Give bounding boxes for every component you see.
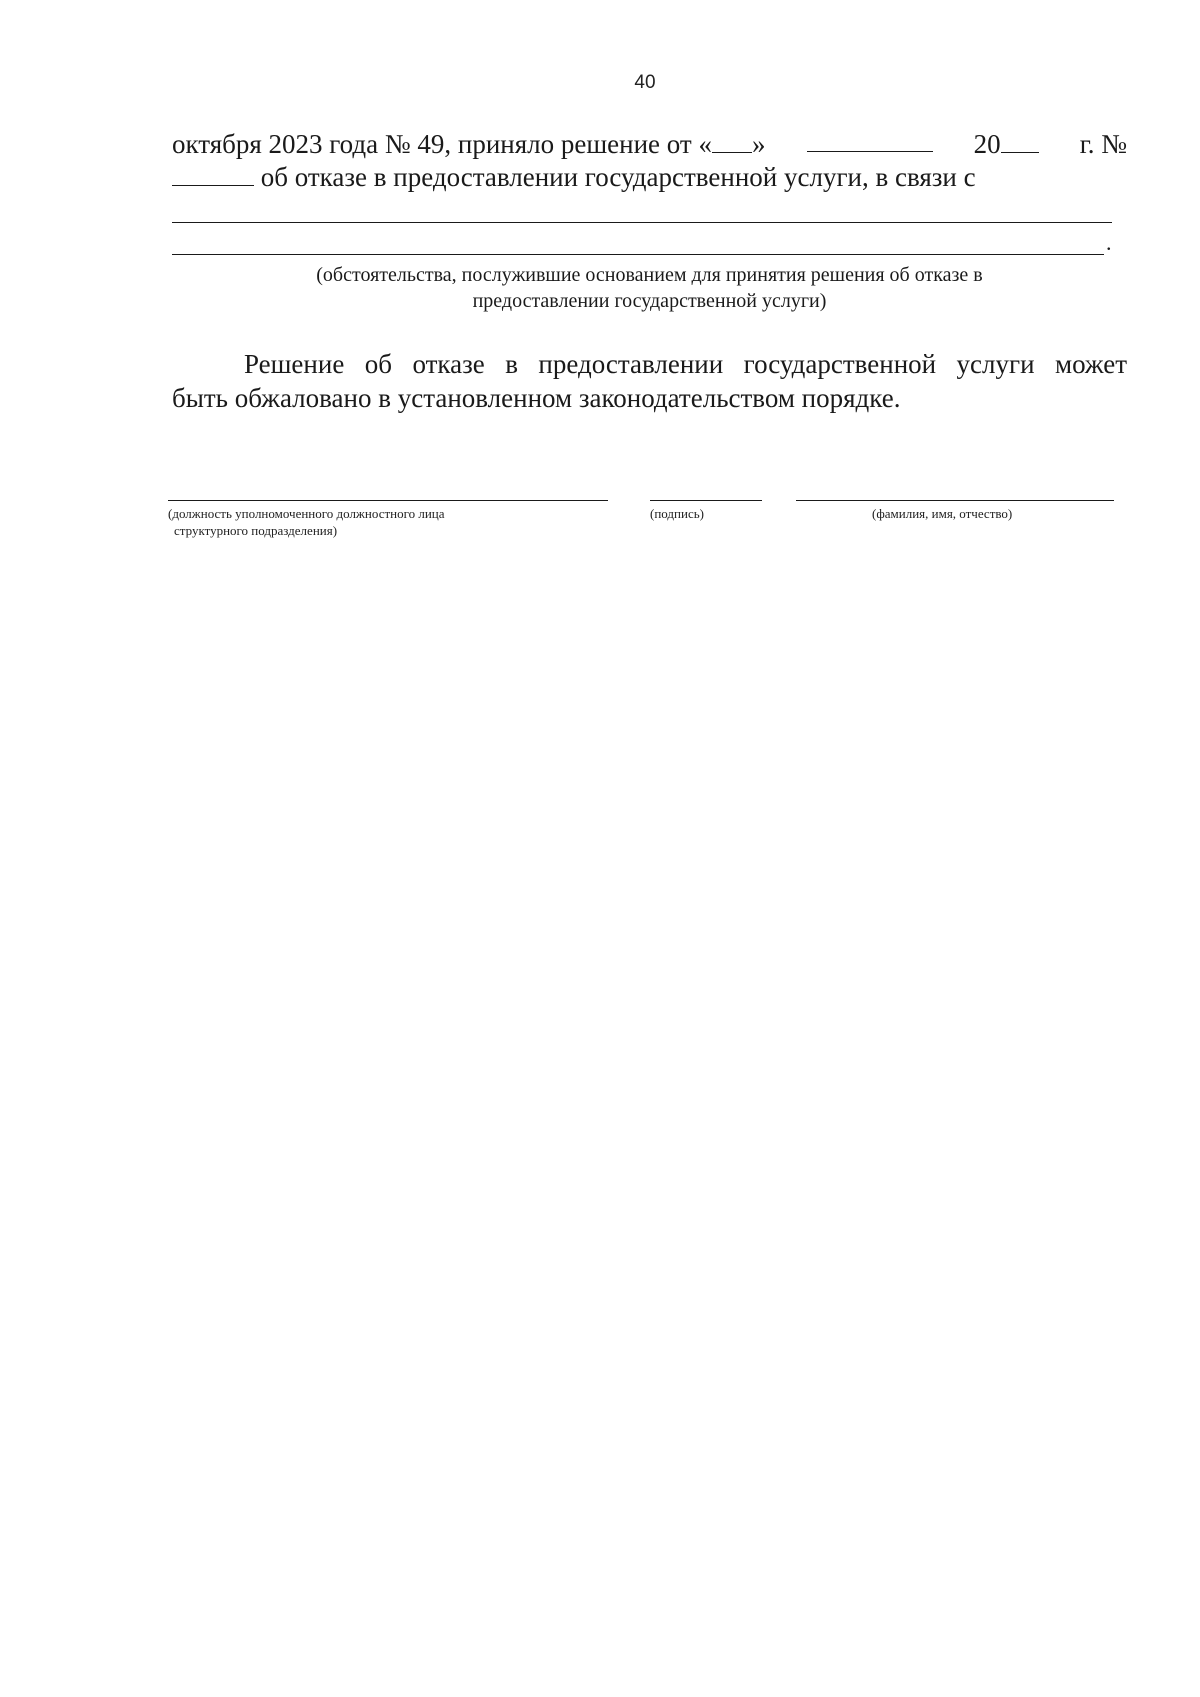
- day-blank: [712, 128, 752, 153]
- appeal-line-2: быть обжаловано в установленном законодательством порядке.: [172, 383, 901, 413]
- signature-line: [650, 500, 762, 501]
- month-blank: [807, 127, 933, 152]
- position-signature-line: [168, 500, 608, 501]
- reason-caption-line-2: предоставлении государственной услуги): [472, 290, 827, 312]
- appeal-paragraph: [172, 347, 1127, 415]
- decision-text-start: октября 2023 года № 49, приняло решение от «: [172, 129, 712, 159]
- name-signature-line: [796, 500, 1114, 501]
- number-prefix: г. №: [1079, 129, 1127, 159]
- page-number: 40: [634, 72, 656, 93]
- decision-line-2: [172, 160, 1127, 194]
- number-blank: [172, 161, 254, 186]
- quote-close: »: [751, 129, 766, 159]
- signature-caption: (подпись): [650, 506, 704, 521]
- position-caption: [168, 505, 445, 539]
- position-caption-line-2: структурного подразделения): [174, 523, 338, 538]
- reason-caption: [172, 262, 1127, 314]
- decision-line-1: [172, 127, 1127, 161]
- year-prefix: 20: [973, 129, 1001, 159]
- decision-text-end: об отказе в предоставлении государственной услуги, в связи с: [260, 162, 976, 192]
- year-blank: [1001, 128, 1039, 153]
- position-caption-line-1: (должность уполномоченного должностного лица: [168, 506, 445, 521]
- reason-caption-line-1: (обстоятельства, послужившие основанием для принятия решения об отказе в: [316, 264, 983, 286]
- reason-line-1: [172, 222, 1112, 223]
- reason-period: .: [1106, 230, 1112, 255]
- name-caption: (фамилия, имя, отчество): [872, 506, 1013, 521]
- reason-line-2: [172, 254, 1104, 255]
- appeal-line-1: Решение об отказе в предоставлении государственной услуги может: [244, 349, 1127, 379]
